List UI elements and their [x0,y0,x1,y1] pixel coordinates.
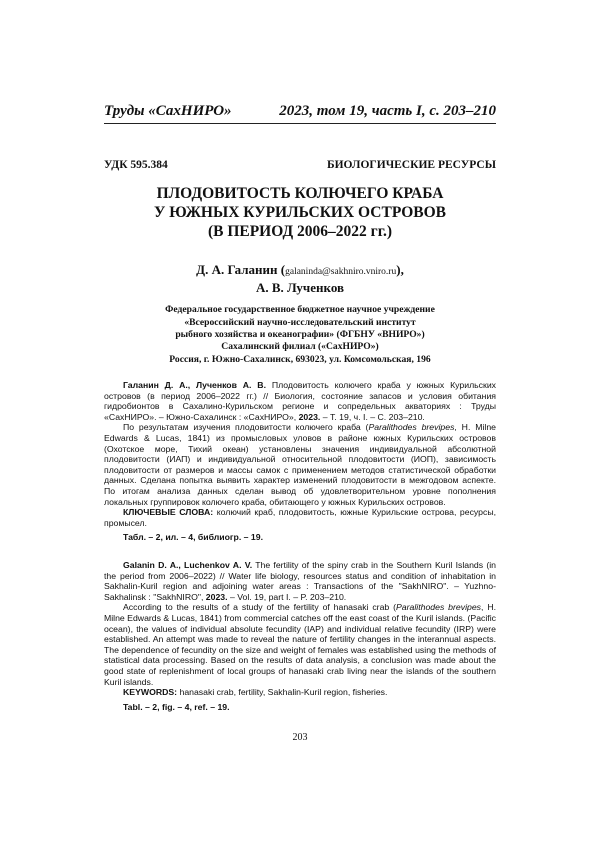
abstract-text-en: According to the results of a study of the fertility of hanasaki crab (Paralithodes brevipes, H. Milne Edwards & Lucas, 1841) from commercial catches off the east coast of the Kuril islands. (Pacific ocean), the values of individual absolute fecundity (IAP) and individual relative fecundity (IRP) were established. An attempt was made to reveal the nature of fertility changes in the interannual aspects. The dependence of fecundity on the size and weight of females was established using the methods of statistical data processing. Based on the results of data analysis, a conclusion was made about the good state of replenishment of local groups of hanasaki crab living near the islands of the southern Kuril islands. [104,602,497,687]
title-line: У ЮЖНЫХ КУРИЛЬСКИХ ОСТРОВОВ [153,204,447,221]
page-number: 203 [292,732,308,743]
affiliation-line: «Всероссийский научно-исследовательский институт [184,316,416,328]
tabl-en: Tabl. – 2, fig. – 4, ref. – 19. [123,701,230,712]
abstract-text-ru: По результатам изучения плодовитости колючего краба (Paralithodes brevipes, H. Milne Edwards & Lucas, 1841) из промысловых уловов в районе южных Курильских островов (Охотское море, Тихий океан) установлены значения индивидуальной абсолютной плодовитости (ИАП) и индивидуальной относительной плодовитости (ИОП), зависимость плодовитости от размеров и массы самок с применением методов статистической обработки данных. Сделана попытка выявить характер изменений плодовитости в межгодовом аспекте. По итогам анализа данных сделан вывод об удовлетворительном уровне пополнения локальных группировок колючего краба, обитающего у южных Курильских островов. [104,422,496,507]
keywords-ru: КЛЮЧЕВЫЕ СЛОВА: колючий краб, плодовитость, южные Курильские острова, ресурсы, промысел. [104,507,496,528]
branch-line: Россия, г. Южно-Сахалинск, 693023, ул. Комсомольская, 196 [169,353,431,365]
abstract-russian [104,380,496,543]
keywords-en: KEYWORDS: hanasaki crab, fertility, Sakhalin-Kuril region, fisheries. [123,687,388,698]
issue-info: 2023, том 19, часть I, с. 203–210 [279,103,496,119]
udc-row [104,159,496,171]
udc-code: УДК 595.384 [104,159,168,171]
journal-name: Труды «СахНИРО» [104,103,232,119]
title-line: (В ПЕРИОД 2006–2022 гг.) [207,223,393,240]
header-rule [104,123,496,124]
citation-ru: Галанин Д. А., Лученков А. В. Плодовитость колючего краба у южных Курильских островов (в период 2006–2022 гг.) // Биология, состояние запасов и условия обитания гидробионтов в Сахалино-Курильском регионе и сопредельных акваториях : Труды «СахНИРО». – Южно-Сахалинск : «СахНИРО», 2023. – Т. 19, ч. I. – С. 203–210. [104,380,497,422]
author-email[interactable]: galaninda@sakhniro.vniro.ru [285,267,397,277]
branch-address [104,341,496,366]
running-header [104,103,496,120]
citation-en: Galanin D. A., Luchenkov A. V. The fertility of the spiny crab in the Southern Kuril Islands (in the period from 2006–2022) // Water life biology, resources status and condition of inhabitation in Sakhalin-Kuril region and adjoining water areas : Transactions of the "SakhNIRO". – Yuzhno-Sakhalinsk : "SakhNIRO", 2023. – Vol. 19, part I. – P. 203–210. [104,560,496,602]
species-name: Paralithodes brevipes [396,602,482,613]
title-line: ПЛОДОВИТОСТЬ КОЛЮЧЕГО КРАБА [156,185,444,202]
species-name: Paralithodes brevipes [368,422,455,433]
affiliation [104,304,496,342]
paper-title [104,184,496,241]
abstract-english [104,560,496,712]
author-name: Д. А. Галанин [196,262,278,277]
affiliation-line: Федеральное государственное бюджетное научное учреждение [165,304,435,315]
branch-line: Сахалинский филиал («СахНИРО») [221,341,379,352]
author-name: А. В. Лученков [255,280,345,295]
affiliation-line: рыбного хозяйства и океанографии» (ФГБНУ «ВНИРО») [175,329,425,340]
authors: Д. А. Галанин (galaninda@sakhniro.vniro.ru), А. В. Лученков [104,262,496,296]
tabl-ru: Табл. – 2, ил. – 4, библиогр. – 19. [123,532,264,543]
section-label: БИОЛОГИЧЕСКИЕ РЕСУРСЫ [327,159,496,171]
